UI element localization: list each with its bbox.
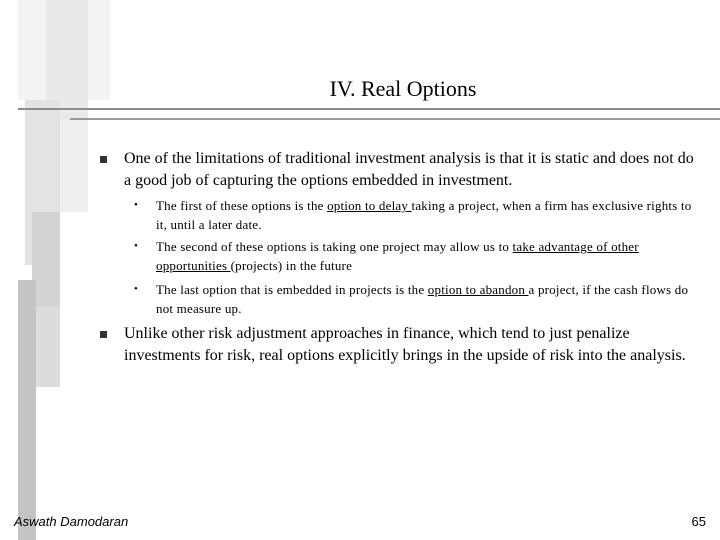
decor-bar [60, 120, 88, 212]
square-bullet-icon [100, 156, 107, 163]
footer-author: Aswath Damodaran [14, 514, 129, 529]
bullet-text: Unlike other risk adjustment approaches in finance, which tend to just penalize investments for risk, real options explicitly brings in the upside of risk into the analysis. [124, 325, 686, 364]
dot-bullet-icon: • [134, 240, 138, 252]
underlined-term: take advantage of other opportunities [156, 239, 639, 273]
decor-bar [32, 212, 60, 307]
decor-bar [18, 280, 36, 540]
square-bullet-icon [100, 331, 107, 338]
dot-bullet-icon: • [134, 199, 138, 211]
sub-bullet-text: The last option that is embedded in projects is the option to abandon a project, if the cash flows do not measure up. [156, 282, 689, 316]
sub-bullet-text: The first of these options is the option to delay taking a project, when a firm has exclusive rights to it, until a later date. [156, 198, 692, 232]
title-rule [18, 108, 720, 110]
dot-bullet-icon: • [134, 283, 138, 295]
bullet-text: One of the limitations of traditional investment analysis is that it is static and does not do a good job of capturing the options embedded in investment. [124, 150, 694, 189]
underlined-term: option to abandon [427, 282, 529, 297]
sub-bullet-text: The second of these options is taking one project may allow us to take advantage of other opportunities (projects) in the future [156, 239, 639, 273]
page-number: 65 [691, 514, 706, 529]
decor-bar [36, 307, 60, 387]
title-rule-secondary [70, 118, 720, 120]
underlined-term: option to delay [327, 198, 412, 213]
slide-title: IV. Real Options [329, 76, 477, 101]
